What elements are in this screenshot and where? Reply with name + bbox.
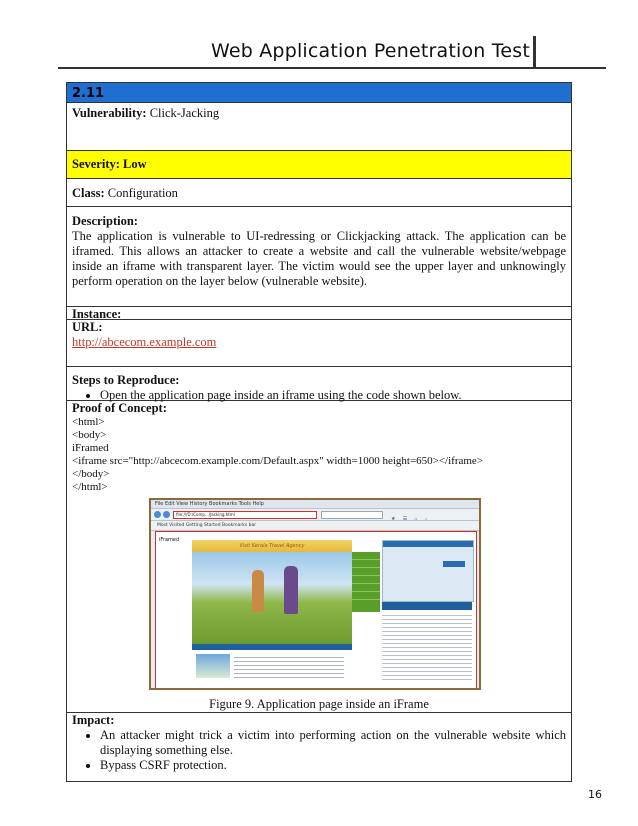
class-value: Configuration <box>107 186 178 200</box>
poc-code <box>72 416 566 494</box>
forward-icon <box>163 511 170 518</box>
url-row <box>67 320 571 367</box>
page-header <box>0 36 638 68</box>
url-label: URL: <box>72 320 103 334</box>
browser-address: file:///D:/Comp.../Jacking.html <box>173 511 317 519</box>
impact-row <box>67 713 571 781</box>
finding-id: 2.11 <box>72 86 105 101</box>
site-menu <box>352 552 380 612</box>
description-row <box>67 207 571 307</box>
severity-row <box>67 151 571 179</box>
instance-label: Instance: <box>72 307 122 321</box>
header-rule <box>58 67 606 69</box>
toolbar-icons: ★ ☰ ⌂ ↓ <box>391 517 431 522</box>
hiker-figure <box>284 566 298 614</box>
instance-row <box>67 307 571 320</box>
step-item: • Open the application page inside an iframe using the code shown below. <box>100 388 566 403</box>
poc-code-line: </body> <box>72 468 110 480</box>
header-divider <box>533 36 536 68</box>
vulnerability-value: Click-Jacking <box>149 106 220 120</box>
site-banner: Visit Kerala Travel Agency <box>192 540 352 552</box>
impact-label: Impact: <box>72 713 115 727</box>
poc-code-line: <iframe src="http://abcecom.example.com/Default.aspx" width=1000 height=650></iframe> <box>72 455 484 467</box>
site-bottom-text <box>234 654 344 680</box>
back-icon <box>154 511 161 518</box>
booking-header <box>383 541 473 547</box>
description-text: The application is vulnerable to UI-redressing or Clickjacking attack. The application can be iframed. This allows an attacker to create a website and call the vulnerable website/webpage inside an iframe with transparent layer. The victim would see the upper layer and unknowingly perform operation on the layer below (vulnerable website). <box>72 229 566 288</box>
iframed-label: iFramed <box>159 537 180 543</box>
figure-caption: Figure 9. Application page inside an iFrame <box>209 697 429 711</box>
framed-page <box>155 531 477 689</box>
browser-navbar <box>151 509 479 521</box>
finding-id-row <box>67 83 571 103</box>
poc-code-line: iFramed <box>72 442 109 454</box>
site-hotel-bar <box>192 644 352 650</box>
finding-table <box>66 82 572 782</box>
booking-search-button <box>443 561 465 567</box>
steps-row <box>67 367 571 401</box>
browser-menubar: File Edit View History Bookmarks Tools Help <box>151 500 479 509</box>
poc-label: Proof of Concept: <box>72 401 167 415</box>
class-label: Class: <box>72 186 105 200</box>
site-booking-panel <box>382 540 474 602</box>
browser-bookmarks: Most Visited Getting Started Bookmarks bar <box>151 521 479 531</box>
instance-url-link[interactable]: http://abcecom.example.com <box>72 335 217 349</box>
page-header-title: Web Application Penetration Test <box>210 40 530 62</box>
iframe-screenshot <box>149 498 481 690</box>
site-packages-bar <box>382 602 472 610</box>
hiker-figure <box>252 570 264 612</box>
poc-code-line: </html> <box>72 481 108 493</box>
page-number: 16 <box>588 788 602 801</box>
vulnerability-row <box>67 103 571 151</box>
site-text-block <box>382 612 472 682</box>
site-hero-photo <box>192 552 352 644</box>
impact-list <box>72 728 566 773</box>
browser-search-box <box>321 511 383 519</box>
vulnerability-label: Vulnerability: <box>72 106 147 120</box>
steps-label: Steps to Reproduce: <box>72 373 180 387</box>
impact-item: • Bypass CSRF protection. <box>100 758 566 773</box>
impact-item: • An attacker might trick a victim into performing action on the vulnerable website which displaying something else. <box>100 728 566 758</box>
site-thumbnail <box>196 654 230 678</box>
description-label: Description: <box>72 214 138 228</box>
poc-row <box>67 401 571 713</box>
poc-code-line: <body> <box>72 429 107 441</box>
poc-code-line: <html> <box>72 416 105 428</box>
class-row <box>67 179 571 207</box>
severity-text: Severity: Low <box>72 157 147 171</box>
